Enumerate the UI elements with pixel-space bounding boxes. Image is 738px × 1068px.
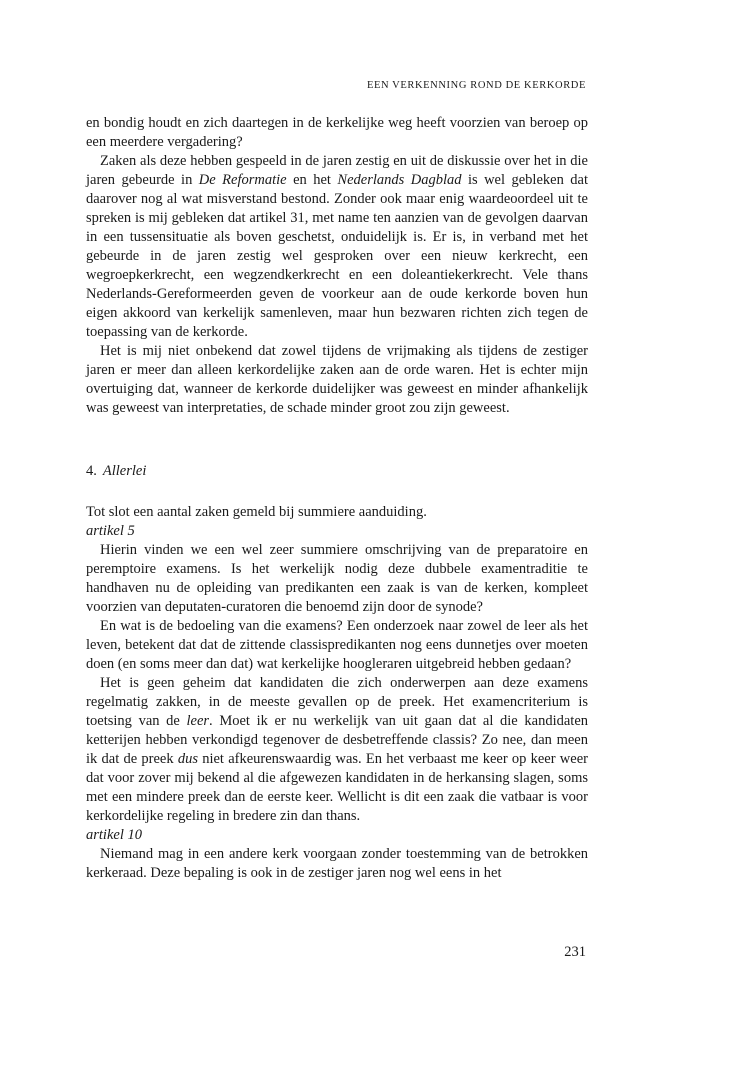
article-heading: artikel 10: [86, 827, 142, 843]
text-run: is wel gebleken dat daarover nog al wat misverstand bestond. Zonder ook maar enig waardeoordeel uit te spreken is mij gebleken dat artikel 31, met name ten aanzien van de gevolgen daarvan in een tussensituatie als boven geschetst, onduidelijk is. Er is, in verband met het gebeurde in de jaren zestig wel gesproken over een nieuw kerkrecht, een wegroepkerkrecht, een wegzendkerkrecht en een doleantiekerkrecht. Vele thans Nederlands-Gereformeerden geven de voorkeur aan de oude kerkorde boven hun eigen akkoord van kerkelijk samenleven, maar hun bezwaren richten zich tegen de toepassing van de kerkorde.: [86, 172, 588, 340]
italic-text: dus: [177, 751, 198, 767]
text-run: Het is mij niet onbekend dat zowel tijdens de vrijmaking als tijdens de zestiger jaren er meer dan alleen kerkordelijke zaken aan de orde waren. Het is echter mijn overtuiging dat, wanneer de kerkorde duidelijker was geweest en minder afhankelijk was geweest van interpretaties, de schade minder groot zou zijn geweest.: [86, 343, 588, 416]
text-run: Hierin vinden we een wel zeer summiere omschrijving van de preparatoire en peremptoire examens. Is het werkelijk nodig deze dubbele examentraditie te handhaven nu de opleiding van predikanten een zaak is van de kerken, kompleet voorzien van deputaten-curatoren die benoemd zijn door de synode?: [86, 542, 588, 615]
article-heading: artikel 5: [86, 523, 135, 539]
italic-text: Nederlands Dagblad: [337, 172, 462, 188]
paragraph: [86, 845, 588, 883]
italic-text: leer: [186, 713, 210, 729]
paragraph: [86, 617, 588, 674]
article-10-block: [86, 826, 588, 883]
text-run: niet afkeurenswaardig was. En het verbaast me keer op keer weer dat voor zover mij bekend al die afgewezen kandidaten in de herkansing slagen, soms met een mindere preek dan de eerste keer. Wellicht is dit een zaak die vatbaar is voor kerkordelijke regeling in bredere zin dan thans.: [86, 751, 588, 824]
page-number: 231: [564, 944, 586, 960]
paragraph: [86, 674, 588, 826]
paragraph: [86, 342, 588, 418]
article-5-block: [86, 522, 588, 826]
paragraph: [86, 152, 588, 342]
paragraph: [86, 114, 588, 152]
opening-section: [86, 114, 588, 418]
section-number: 4.: [86, 463, 97, 479]
text-run: Zaken als deze hebben gespeeld in de jaren zestig en uit de diskussie over het in die jaren gebeurde in: [86, 153, 588, 188]
text-run: En wat is de bedoeling van die examens? Een onderzoek naar zowel de leer als het leven, betekent dat dat de zittende classispredikanten nog eens dunnetjes over moeten doen (en soms meer dan dat) wat kerkelijke hoogleraren uitgebreid hebben gedaan?: [86, 618, 588, 672]
text-run: en bondig houdt en zich daartegen in de kerkelijke weg heeft voorzien van beroep op een meerdere vergadering?: [86, 115, 588, 150]
text-run: en het: [286, 172, 338, 188]
text-run: Niemand mag in een andere kerk voorgaan zonder toestemming van de betrokken kerkeraad. Deze bepaling is ook in de zestiger jaren nog wel eens in het: [86, 846, 588, 881]
body-text: [86, 114, 588, 883]
text-run: . Moet ik er nu werkelijk van uit gaan dat al die kandidaten ketterijen hebben verkondigd tegenover de desbetreffende classis? Zo nee, dan meen ik dat de preek: [86, 713, 589, 767]
section-intro: Tot slot een aantal zaken gemeld bij summiere aanduiding.: [86, 504, 427, 520]
text-run: Het is geen geheim dat kandidaten die zich onderwerpen aan deze examens regelmatig zakken, in de meeste gevallen op de preek. Het examencriterium is toetsing van de: [86, 675, 588, 729]
section-heading: [86, 462, 588, 481]
section-title: Allerlei: [102, 463, 147, 479]
paragraph: [86, 541, 588, 617]
italic-text: De Reformatie: [198, 172, 287, 188]
running-head: EEN VERKENNING ROND DE KERKORDE: [366, 80, 586, 91]
